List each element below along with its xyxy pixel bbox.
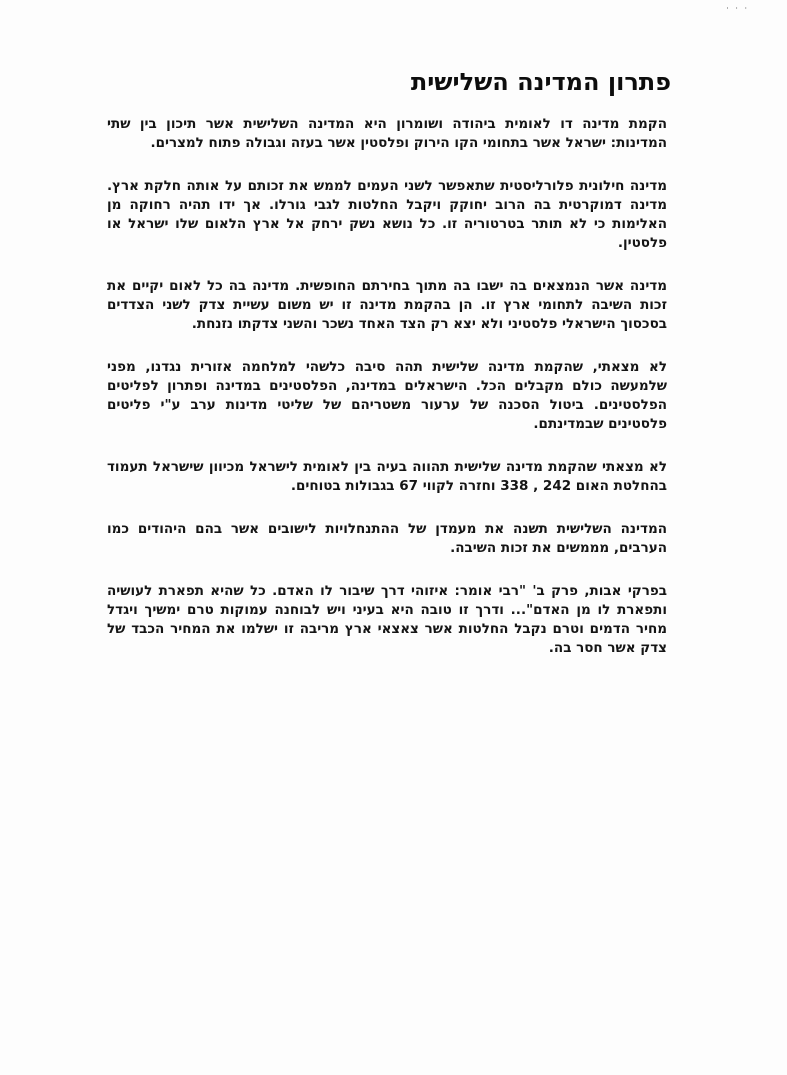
document-body (107, 115, 667, 682)
paragraph-free-choice: מדינה אשר הנמצאים בה ישבו בה מתוך בחירתם החופשית. מדינה בה כל לאום יקיים את זכות השיבה לתחומי ארץ זו. הן בהקמת מדינה זו יש משום עשיית צדק לשני הצדדים בסכסוך הישראלי פלסטיני ולא יצא רק הצד האחד נשכר והשני צדקתו נזנחת. (107, 278, 667, 332)
paragraph-international: לא מצאתי שהקמת מדינה שלישית תהווה בעיה בין לאומית לישראל מכיוון שישראל תעמוד בהחלטת האום 242 , 338 וחזרה לקווי 67 בגבולות בטוחים. (107, 459, 667, 494)
document-title: פתרון המדינה השלישית (410, 68, 671, 96)
paragraph-settlements: המדינה השלישית תשנה את מעמדן של ההתנחלויות לישובים אשר בהם היהודים כמו הערבים, מממשים את זכות השיבה. (107, 521, 667, 556)
paragraph-binational-state: הקמת מדינה דו לאומית ביהודה ושומרון היא המדינה השלישית אשר תיכון בין שתי המדינות: ישראל אשר בתחומי הקו הירוק ופלסטין אשר בעזה וגבולה פתוח למצרים. (107, 116, 667, 151)
paragraph-pirkei-avot: בפרקי אבות, פרק ב' "רבי אומר: איזוהי דרך שיבור לו האדם. כל שהיא תפארת לעושיה ותפארת לו מן האדם"... ודרך זו טובה היא בעיני ויש לבוחנה עמוקות טרם ימשיך ויגדל מחיר הדמים וטרם נקבל החלטות אשר צאצאי ארץ מריבה זו ישלמו את המחיר הכבד של צדק אשר חסר בה. (107, 583, 667, 656)
scan-mark: · · · (726, 4, 749, 13)
paragraph-no-regional-war: לא מצאתי, שהקמת מדינה שלישית תהה סיבה כלשהי למלחמה אזורית נגדנו, מפני שלמעשה כולם מקבלים הכל. הישראלים במדינה, הפלסטינים במדינה ופתרון לפליטים הפלסטינים. ביטול הסכנה של ערעור משטריהם של שליטי מדינות ערב ע"י פליטים פלסטינים שבמדינתם. (107, 359, 667, 432)
paragraph-secular-pluralist: מדינה חילונית פלורליסטית שתאפשר לשני העמים לממש את זכותם על אותה חלקת ארץ. מדינה דמוקרטית בה הרוב יחוקק ויקבל החלטות לגבי גורלו. אך ידו תהיה רחוקה מן האלימות כי לא תותר בטרטוריה זו. כל נושא נשק ירחק אל ארץ הלאום שלו ישראל או פלסטין. (107, 178, 667, 251)
